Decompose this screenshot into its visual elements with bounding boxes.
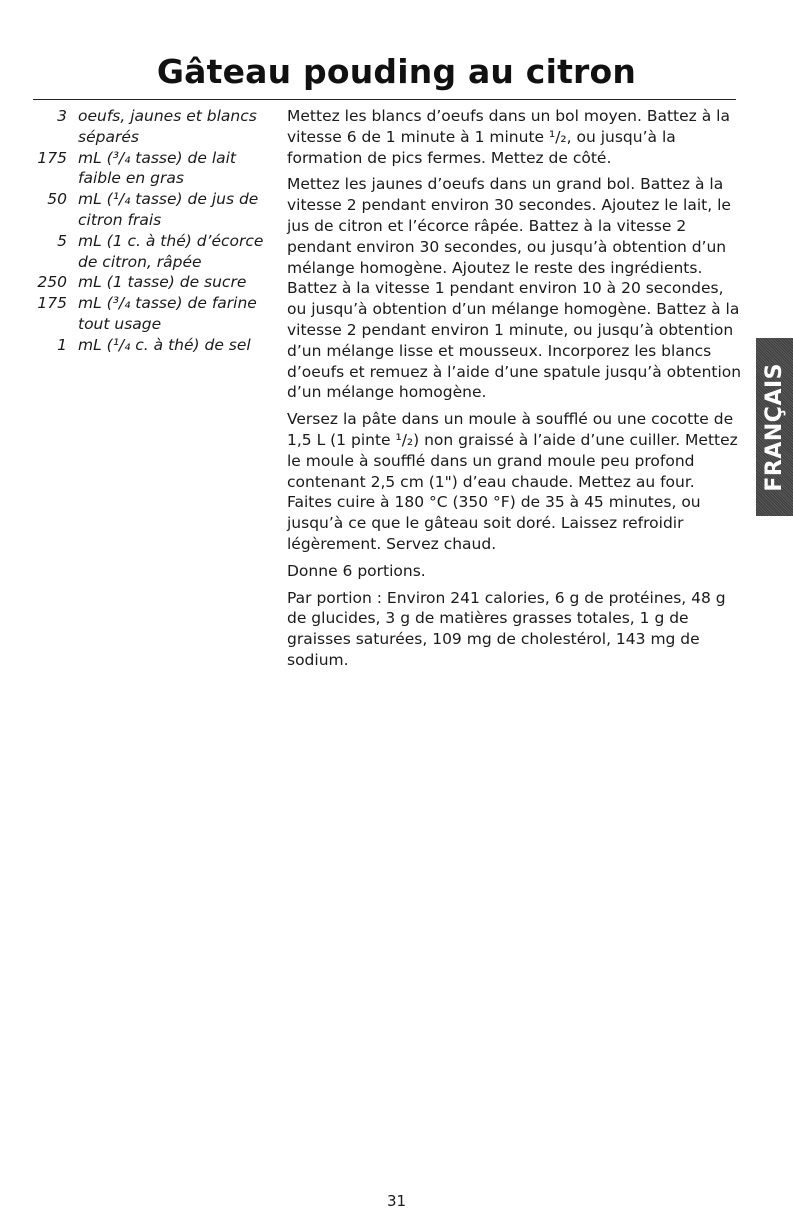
ingredient-text: mL (¹/₄ tasse) de jus de citron frais bbox=[78, 190, 259, 229]
method-paragraph: Versez la pâte dans un moule à soufflé ou une cocotte de 1,5 L (1 pinte ¹/₂) non graissé à l’aide d’une cuiller. Mettez le moule à soufflé dans un grand moule peu profond contenant 2,5 cm (1") d’eau chaude. Mettez au four. Faites cuire à 180 °C (350 °F) de 35 à 45 minutes, ou jusqu’à ce que le gâteau soit doré. Laissez refroidir légèrement. Servez chaud. bbox=[287, 410, 738, 553]
ingredient-item bbox=[14, 106, 278, 148]
ingredient-text: oeufs, jaunes et blancs séparés bbox=[78, 107, 257, 146]
ingredient-item bbox=[14, 335, 278, 356]
title-divider bbox=[33, 99, 736, 100]
ingredient-item bbox=[14, 231, 278, 273]
ingredient-item bbox=[14, 189, 278, 231]
language-tab-label: FRANÇAIS bbox=[762, 362, 787, 492]
recipe-title: Gâteau pouding au citron bbox=[156, 52, 637, 91]
nutrition-text: Par portion : Environ 241 calories, 6 g de protéines, 48 g de glucides, 3 g de matières grasses totales, 1 g de graisses saturées, 109 mg de cholestérol, 143 mg de sodium. bbox=[287, 588, 726, 669]
page-number: 31 bbox=[386, 1192, 407, 1210]
language-tab bbox=[756, 338, 793, 516]
method-instructions bbox=[287, 106, 742, 677]
ingredient-quantity: 3 bbox=[57, 107, 67, 125]
servings-text: Donne 6 portions. bbox=[287, 561, 426, 580]
ingredient-quantity: 50 bbox=[47, 190, 67, 209]
ingredient-quantity: 250 bbox=[37, 273, 67, 292]
ingredient-text: mL (1 tasse) de sucre bbox=[78, 273, 247, 292]
ingredient-item bbox=[14, 148, 278, 190]
ingredient-quantity: 5 bbox=[57, 231, 67, 250]
ingredient-quantity: 175 bbox=[37, 148, 67, 167]
ingredient-text: mL (³/₄ tasse) de lait faible en gras bbox=[78, 148, 237, 188]
ingredient-list bbox=[14, 106, 278, 356]
method-paragraph: Mettez les jaunes d’oeufs dans un grand bol. Battez à la vitesse 2 pendant environ 30 secondes. Ajoutez le lait, le jus de citron et l’écorce râpée. Battez à la vitesse 2 pendant environ 30 secondes, ou jusqu’à obtention d’un mélange homogène. Ajoutez le reste des ingrédients. Battez à la vitesse 1 pendant environ 10 à 20 secondes, ou jusqu’à obtention d’un mélange homogène. Battez à la vitesse 2 pendant environ 1 minute, ou jusqu’à obtention d’un mélange lisse et mousseux. Incorporez les blancs d’oeufs et remuez à l’aide d’une spatule jusqu’à obtention d’un mélange homogène. bbox=[287, 175, 742, 402]
ingredient-text: mL (1 c. à thé) d’écorce de citron, râpée bbox=[78, 231, 264, 271]
ingredient-quantity: 175 bbox=[37, 294, 67, 313]
ingredient-item bbox=[14, 293, 278, 335]
ingredient-text: mL (¹/₄ c. à thé) de sel bbox=[78, 335, 251, 354]
ingredient-quantity: 1 bbox=[57, 335, 67, 354]
ingredient-text: mL (³/₄ tasse) de farine tout usage bbox=[78, 294, 257, 333]
method-paragraph: Mettez les blancs d’oeufs dans un bol moyen. Battez à la vitesse 6 de 1 minute à 1 minute ¹/₂, ou jusqu’à la formation de pics fermes. Mettez de côté. bbox=[287, 107, 730, 167]
ingredient-item bbox=[14, 272, 278, 293]
